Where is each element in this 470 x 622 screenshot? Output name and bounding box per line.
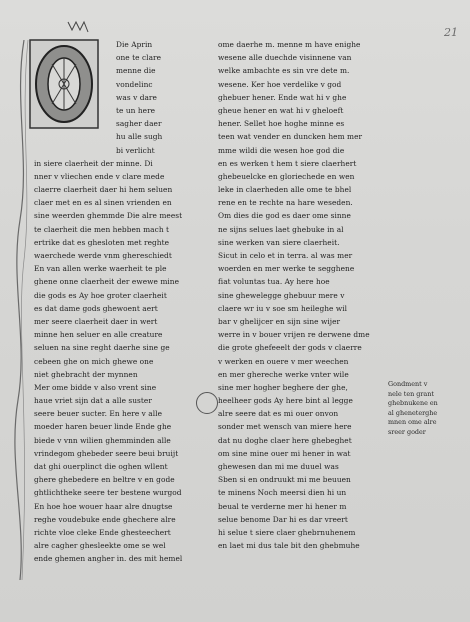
text-line: ghere ghebedere en beltre v en gode — [34, 475, 175, 485]
text-line: ghebeuelcke en gloriechede en wen — [218, 171, 355, 181]
text-line: te minens Noch meersi dien hi un — [218, 488, 347, 498]
text-line: sine mer hogher beghere der ghe, — [218, 382, 348, 392]
text-line: rene en te rechte na hare weseden. — [218, 198, 353, 208]
text-line: alre cagher ghesleekte ome se wel — [34, 541, 166, 551]
text-line: seere beuer sucter. En here v alle — [34, 409, 162, 419]
text-line: ne sijns selues laet ghebuke in al — [218, 224, 344, 234]
text-line: Sben si en ondruukt mi me beuuen — [218, 475, 351, 485]
text-line: en es werken t hem t siere claerhert — [218, 158, 357, 168]
text-line: woerden en mer werke te segghene — [218, 264, 355, 274]
text-line: ghene onne claerheit der ewewe mine — [34, 277, 180, 287]
text-line: in siere claerheit der minne. Di — [34, 158, 153, 168]
text-line: sine ghewelegge ghebuur mere v — [218, 290, 345, 300]
text-line: ome daerhe m. menne m have enighe — [218, 40, 361, 49]
text-line: waerchede werde vnm ghereschiedt — [34, 251, 172, 260]
marginal-line: Gondment v — [388, 380, 428, 388]
text-line: bar v ghelijcer en sijn sine wijer — [218, 316, 341, 326]
text-line: die grote ghefeeelt der gods v claerre — [218, 343, 362, 353]
text-line: ertrike dat es ghesloten met reghte — [34, 237, 170, 247]
text-line: moeder haren beuer linde Ende ghe — [34, 422, 172, 432]
folio-number: 21 — [444, 26, 458, 39]
text-line: heelheer gods Ay here bint al legge — [218, 396, 353, 406]
text-column-left — [34, 38, 194, 568]
text-line: vrindegom ghebeder seere beui bruijt — [34, 448, 179, 458]
text-line: claere wr iu v soe sm heileghe wil — [218, 303, 348, 313]
text-line: ghebuer hener. Ende wat hi v ghe — [218, 92, 347, 102]
marginal-line: ghebnukene en — [388, 399, 438, 407]
text-line: gheue hener en wat hi v gheloeft — [218, 105, 344, 115]
text-line: mme wildi die wesen hoe god die — [218, 145, 345, 155]
text-line: fiat voluntas tua. Ay here hoe — [218, 277, 330, 287]
text-line: wesene. Ker hoe verdelike v god — [218, 79, 342, 89]
text-line: welke ambachte es sin vre dete m. — [218, 66, 350, 76]
text-line: menne die — [116, 66, 156, 76]
text-line: om sine mine ouer mi hener in wat — [218, 448, 351, 458]
text-line: hu alle sugh — [116, 132, 163, 142]
text-line: dat ghi ouerplinct die oghen wllent — [34, 462, 168, 471]
text-line: sagher daer — [116, 119, 162, 129]
text-line: en laet mi dus tale bit den ghebmuhe — [218, 541, 360, 551]
library-stamp-icon — [196, 392, 218, 414]
text-line: minne hen seluer en alle creature — [34, 330, 163, 340]
text-line: werre in v bouer vrijen re derwene dme — [218, 330, 370, 340]
text-line: hi selue t siere claer ghebrnuhenem — [218, 527, 356, 537]
marginal-line: al gheneterghe — [388, 408, 438, 417]
marginal-line: nele ten grant — [388, 389, 434, 398]
text-line: alre seere dat es mi ouer onvon — [218, 409, 339, 419]
marginal-note — [388, 380, 464, 437]
text-line: nner v vliechen ende v clare mede — [34, 171, 165, 181]
text-line: vondelinc — [116, 79, 153, 89]
text-line: claer met en es al sinen vrienden en — [34, 198, 172, 208]
marginal-line: mnen ome alre — [388, 418, 437, 426]
text-line: dat nu doghe claer here ghebeghet — [218, 435, 352, 445]
marginal-line: sreer goder — [388, 427, 426, 436]
text-line: hener. Sellet hoe hoghe minne es — [218, 119, 345, 129]
text-line: haue vriet sijn dat a alle suster — [34, 396, 152, 406]
text-line: niet ghebracht der mynnen — [34, 369, 138, 379]
text-line: te claerheit die men hebben mach t — [34, 224, 170, 234]
text-line: en mer ghereche werke vnter wile — [218, 369, 349, 379]
text-line: wesene alle duechde visinnene van — [218, 53, 352, 63]
text-line: selue benome Dar hi es dar vreert — [218, 514, 348, 524]
text-line: seluen na sine reght daerhe sine ge — [34, 343, 170, 353]
text-line: mer seere claerheit daer in wert — [34, 316, 158, 326]
text-line: richte vloe cleke Ende ghesteechert — [34, 527, 171, 537]
text-line: beual te verderne mer hi hener m — [218, 501, 347, 511]
text-line: cebeen ghe on mich ghewe one — [34, 356, 154, 366]
text-line: En hoe hoe wouer haar alre dnugtse — [34, 501, 173, 511]
text-column-right — [218, 38, 386, 568]
text-line: sine werken van siere claerheit. — [218, 237, 340, 247]
text-line: Om dies die god es daer ome sinne — [218, 211, 351, 221]
text-line: ghewesen dan mi me duuel was — [218, 462, 339, 471]
text-line: Die Aprin — [116, 40, 153, 49]
text-line: die gods es Ay hoe groter claerheit — [34, 290, 167, 300]
text-line: teen wat vender en duncken hem mer — [218, 132, 363, 142]
text-line: reghe voudebuke ende ghechere alre — [34, 514, 176, 524]
text-line: one te clare — [116, 53, 162, 63]
text-line: leke in claerheden alle ome te bhel — [218, 185, 352, 195]
text-line: biede v vnn wilien ghemminden alle — [34, 435, 171, 445]
text-line: ghtlichtheke seere ter bestene wurgod — [34, 488, 182, 498]
text-line: Sicut in celo et in terra. al was mer — [218, 251, 353, 260]
text-line: was v dare — [116, 92, 157, 102]
text-line: sine weerden ghemmde Die alre meest — [34, 211, 183, 221]
text-line: claerre claerheit daer hi hem seluen — [34, 185, 173, 195]
text-line: Mer ome bidde v also vrent sine — [34, 382, 157, 392]
text-line: te un here — [116, 105, 156, 115]
text-line: es dat dame gods ghewoent aert — [34, 303, 158, 313]
text-line: bi verlicht — [116, 145, 155, 155]
text-line: v werken en ouere v mer weechen — [218, 356, 349, 366]
text-line: sonder met wensch van miere here — [218, 422, 352, 432]
text-line: En van allen werke waerheit te ple — [34, 264, 167, 274]
text-line: ende ghemen angher in. des mit hemel — [34, 554, 183, 564]
